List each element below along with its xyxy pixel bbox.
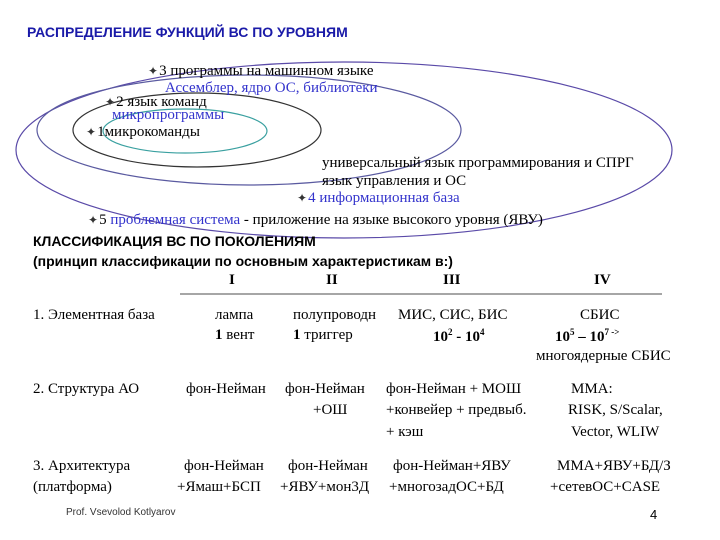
row3-label2: (платформа) <box>33 479 112 495</box>
row2-g4c: Vector, WLIW <box>571 424 660 440</box>
universal-language: универсальный язык программирования и СПРГ <box>322 155 634 171</box>
row3-g3: фон-Нейман+ЯВУ <box>393 458 511 474</box>
row1-g2b-text: триггер <box>300 327 353 343</box>
row1-g4b-a: 10 <box>555 329 570 345</box>
row1-g1b <box>215 327 255 344</box>
row1-g1b-num: 1 <box>215 327 223 343</box>
level-3-row <box>148 63 374 80</box>
row3-label: 3. Архитектура <box>33 458 131 474</box>
level-2-label: 2 язык команд <box>116 94 207 110</box>
row2-g3b: +конвейер + предвыб. <box>386 402 527 418</box>
row1-g4: СБИС <box>580 307 620 323</box>
star-icon: ✦ <box>148 64 159 78</box>
row1-g3b <box>433 327 485 346</box>
level-5-num: 5 <box>99 212 111 228</box>
row1-g2: полупроводн <box>293 307 377 323</box>
row2-g3: фон-Нейман + МОШ <box>386 381 522 397</box>
star-icon: ✦ <box>297 191 308 205</box>
row1-g2b-num: 1 <box>293 327 301 343</box>
row2-g3c: + кэш <box>386 424 424 440</box>
footer-author: Prof. Vsevolod Kotlyarov <box>66 507 176 518</box>
row1-label: 1. Элементная база <box>33 307 155 323</box>
row1-g3b-mid: - 10 <box>452 329 480 345</box>
row1-g3b-a-exp: 2 <box>448 327 453 337</box>
row3-g3b: +многозадОС+БД <box>389 479 504 495</box>
row2-g4b: RISK, S/Scalar, <box>568 402 663 418</box>
gen-header-4: IV <box>594 272 611 288</box>
row1-g2b <box>293 327 353 344</box>
level-4-label: 4 информационная база <box>308 190 460 206</box>
row1-g4b-a-exp: 5 <box>570 327 575 337</box>
row2-label: 2. Структура АО <box>33 381 140 397</box>
row3-g4: ММА+ЯВУ+БД/З <box>557 458 671 474</box>
row1-g4b <box>555 327 619 346</box>
title-levels: РАСПРЕДЕЛЕНИЕ ФУНКЦИЙ ВС ПО УРОВНЯМ <box>27 24 348 40</box>
row2-g1: фон-Нейман <box>186 381 266 397</box>
row1-g1: лампа <box>215 307 254 323</box>
row3-g1b: +Ямаш+БСП <box>177 479 261 495</box>
row3-g2: фон-Нейман <box>288 458 368 474</box>
row3-g4b: +сетевОС+CASE <box>550 479 661 495</box>
row1-g3b-a: 10 <box>433 329 448 345</box>
star-icon: ✦ <box>88 213 99 227</box>
level-3-sub: Ассемблер, ядро ОС, библиотеки <box>165 80 378 96</box>
level-5-blue: проблемная система <box>110 212 241 228</box>
gen-header-1: I <box>229 272 235 288</box>
star-icon: ✦ <box>105 95 116 109</box>
level-5-row <box>88 212 543 229</box>
row2-g4: ММА: <box>571 381 613 397</box>
row1-g4b-b-exp: 7 -> <box>604 327 620 337</box>
level-4-row <box>297 190 460 207</box>
level-2-sub: микропрограммы <box>112 107 225 123</box>
level-1-label: 1микрокоманды <box>97 124 200 140</box>
row2-g2: фон-Нейман <box>285 381 365 397</box>
row1-g4b-mid: – 10 <box>574 329 605 345</box>
gen-header-3: III <box>443 272 461 288</box>
classification-subtitle: (принцип классификации по основным характеристикам в:) <box>33 253 453 269</box>
row3-g1: фон-Нейман <box>184 458 264 474</box>
star-icon: ✦ <box>86 125 97 139</box>
page-number: 4 <box>650 507 658 522</box>
row1-g3: МИС, СИС, БИС <box>398 307 508 323</box>
control-language: язык управления и ОС <box>322 173 467 189</box>
row3-g2b: +ЯВУ+мон3Д <box>280 479 370 495</box>
row1-g4c: многоядерные СБИС <box>536 348 671 364</box>
row1-g3b-b-exp: 4 <box>480 327 485 337</box>
level-3-label: 3 программы на машинном языке <box>159 63 374 79</box>
row1-g1b-text: вент <box>222 327 255 343</box>
gen-header-2: II <box>326 272 338 288</box>
level-5-rest: - приложение на языке высокого уровня (ЯВУ) <box>240 212 543 228</box>
row2-g2b: +ОШ <box>313 402 348 418</box>
classification-title: КЛАССИФИКАЦИЯ ВС ПО ПОКОЛЕНИЯМ <box>33 233 316 249</box>
level-1-row <box>86 124 200 141</box>
